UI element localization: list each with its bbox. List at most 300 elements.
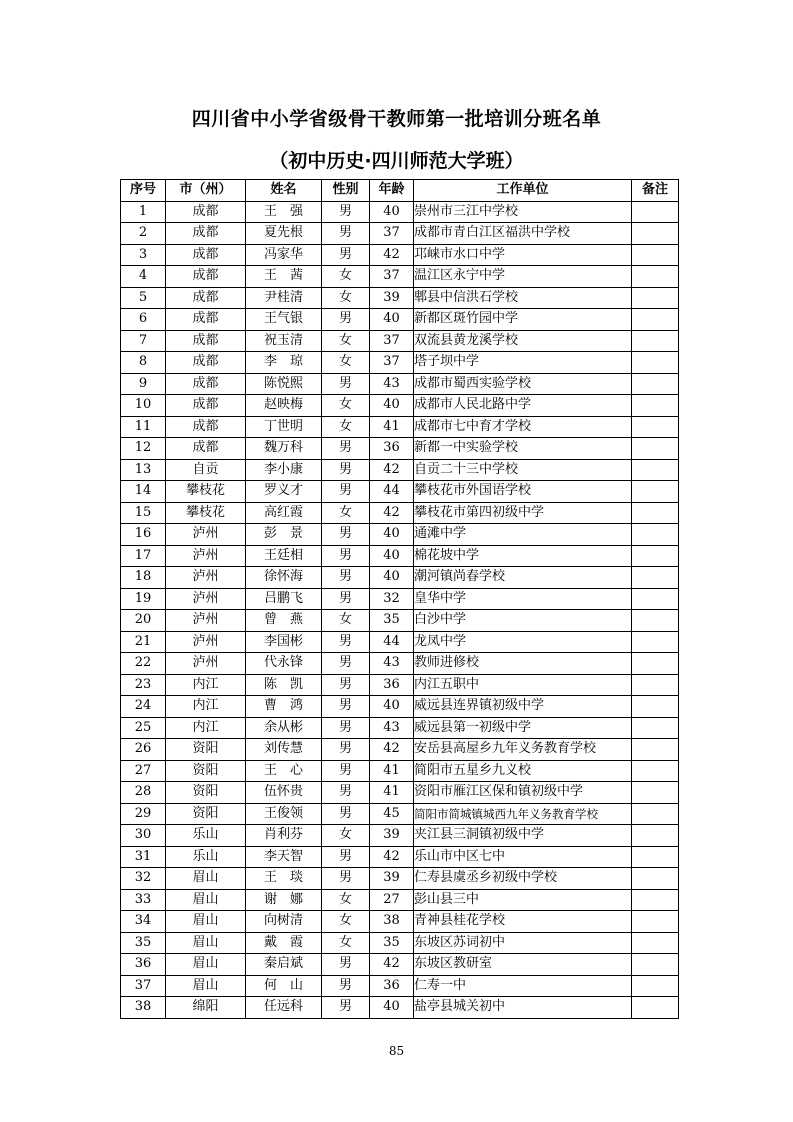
row-age: 27	[370, 889, 414, 911]
row-age: 42	[370, 459, 414, 481]
row-workplace: 新都一中实验学校	[414, 438, 632, 460]
row-index: 31	[121, 846, 166, 868]
row-name: 王 茜	[246, 266, 322, 288]
row-remarks	[632, 610, 679, 632]
row-age: 42	[370, 244, 414, 266]
row-age: 43	[370, 717, 414, 739]
row-gender: 男	[322, 588, 370, 610]
row-workplace: 塔子坝中学	[414, 352, 632, 374]
table-row	[121, 653, 679, 675]
row-city: 泸州	[166, 653, 246, 675]
table-row	[121, 287, 679, 309]
row-workplace: 成都市蜀西实验学校	[414, 373, 632, 395]
row-index: 32	[121, 868, 166, 890]
row-age: 36	[370, 975, 414, 997]
row-city: 内江	[166, 696, 246, 718]
row-name: 王气银	[246, 309, 322, 331]
row-age: 40	[370, 545, 414, 567]
row-workplace: 简阳市五星乡九义校	[414, 760, 632, 782]
table-row	[121, 373, 679, 395]
row-gender: 女	[322, 610, 370, 632]
row-remarks	[632, 545, 679, 567]
row-remarks	[632, 653, 679, 675]
row-name: 曾 燕	[246, 610, 322, 632]
row-index: 33	[121, 889, 166, 911]
table-row	[121, 760, 679, 782]
row-remarks	[632, 868, 679, 890]
row-age: 36	[370, 674, 414, 696]
row-gender: 男	[322, 438, 370, 460]
row-index: 3	[121, 244, 166, 266]
row-name: 罗义才	[246, 481, 322, 503]
row-city: 绵阳	[166, 997, 246, 1019]
row-remarks	[632, 696, 679, 718]
table-row	[121, 330, 679, 352]
row-index: 38	[121, 997, 166, 1019]
row-workplace: 自贡二十三中学校	[414, 459, 632, 481]
row-workplace: 攀枝花市第四初级中学	[414, 502, 632, 524]
row-remarks	[632, 287, 679, 309]
row-age: 41	[370, 782, 414, 804]
table-row	[121, 223, 679, 245]
table-row	[121, 416, 679, 438]
table-row	[121, 717, 679, 739]
row-city: 眉山	[166, 932, 246, 954]
row-city: 乐山	[166, 825, 246, 847]
row-age: 43	[370, 373, 414, 395]
row-gender: 男	[322, 803, 370, 825]
row-index: 36	[121, 954, 166, 976]
row-workplace: 仁寿一中	[414, 975, 632, 997]
row-gender: 男	[322, 545, 370, 567]
row-index: 4	[121, 266, 166, 288]
row-city: 眉山	[166, 911, 246, 933]
row-workplace: 东坡区苏词初中	[414, 932, 632, 954]
row-gender: 男	[322, 954, 370, 976]
row-name: 王 强	[246, 201, 322, 223]
row-city: 泸州	[166, 524, 246, 546]
row-remarks	[632, 481, 679, 503]
row-city: 成都	[166, 309, 246, 331]
row-remarks	[632, 889, 679, 911]
table-row	[121, 545, 679, 567]
row-city: 成都	[166, 416, 246, 438]
row-index: 27	[121, 760, 166, 782]
row-index: 14	[121, 481, 166, 503]
row-name: 任远科	[246, 997, 322, 1019]
table-row	[121, 481, 679, 503]
row-name: 何 山	[246, 975, 322, 997]
row-name: 王廷相	[246, 545, 322, 567]
row-workplace: 彭山县三中	[414, 889, 632, 911]
row-age: 35	[370, 610, 414, 632]
row-age: 40	[370, 997, 414, 1019]
row-workplace: 资阳市雁江区保和镇初级中学	[414, 782, 632, 804]
row-city: 内江	[166, 717, 246, 739]
row-gender: 男	[322, 201, 370, 223]
table-row	[121, 610, 679, 632]
row-age: 37	[370, 266, 414, 288]
row-name: 伍怀贵	[246, 782, 322, 804]
row-age: 40	[370, 567, 414, 589]
row-age: 40	[370, 201, 414, 223]
table-row	[121, 911, 679, 933]
row-remarks	[632, 846, 679, 868]
row-age: 44	[370, 631, 414, 653]
row-name: 曹 鸿	[246, 696, 322, 718]
row-index: 30	[121, 825, 166, 847]
row-index: 5	[121, 287, 166, 309]
table-row	[121, 524, 679, 546]
row-gender: 男	[322, 567, 370, 589]
row-workplace: 双流县黄龙溪学校	[414, 330, 632, 352]
table-row	[121, 696, 679, 718]
row-city: 泸州	[166, 588, 246, 610]
row-age: 36	[370, 438, 414, 460]
row-name: 徐怀海	[246, 567, 322, 589]
table-row	[121, 825, 679, 847]
table-row	[121, 567, 679, 589]
row-name: 魏万科	[246, 438, 322, 460]
row-remarks	[632, 502, 679, 524]
table-row	[121, 739, 679, 761]
row-name: 戴 霞	[246, 932, 322, 954]
row-gender: 女	[322, 352, 370, 374]
row-workplace: 夹江县三洞镇初级中学	[414, 825, 632, 847]
table-row	[121, 975, 679, 997]
table-row	[121, 631, 679, 653]
row-remarks	[632, 631, 679, 653]
row-workplace: 盐亭县城关初中	[414, 997, 632, 1019]
row-city: 眉山	[166, 975, 246, 997]
row-age: 42	[370, 502, 414, 524]
row-workplace: 郫县中信洪石学校	[414, 287, 632, 309]
row-workplace: 青神县桂花学校	[414, 911, 632, 933]
row-age: 42	[370, 954, 414, 976]
row-remarks	[632, 373, 679, 395]
row-workplace: 棉花坡中学	[414, 545, 632, 567]
row-remarks	[632, 416, 679, 438]
row-city: 成都	[166, 395, 246, 417]
header-age: 年龄	[370, 180, 414, 202]
table-row	[121, 266, 679, 288]
row-remarks	[632, 201, 679, 223]
row-city: 乐山	[166, 846, 246, 868]
row-age: 32	[370, 588, 414, 610]
row-remarks	[632, 911, 679, 933]
row-name: 尹桂清	[246, 287, 322, 309]
row-gender: 男	[322, 760, 370, 782]
table-row	[121, 954, 679, 976]
row-age: 37	[370, 352, 414, 374]
row-city: 泸州	[166, 545, 246, 567]
row-workplace: 温江区永宁中学	[414, 266, 632, 288]
row-workplace: 简阳市简城镇城西九年义务教育学校	[414, 803, 632, 825]
row-workplace: 威远县第一初级中学	[414, 717, 632, 739]
row-remarks	[632, 395, 679, 417]
row-age: 43	[370, 653, 414, 675]
row-name: 彭 景	[246, 524, 322, 546]
row-remarks	[632, 567, 679, 589]
row-city: 成都	[166, 352, 246, 374]
row-index: 35	[121, 932, 166, 954]
row-age: 39	[370, 868, 414, 890]
header-city: 市（州）	[166, 180, 246, 202]
row-city: 成都	[166, 266, 246, 288]
table-row	[121, 782, 679, 804]
row-city: 成都	[166, 330, 246, 352]
row-name: 夏先根	[246, 223, 322, 245]
row-remarks	[632, 760, 679, 782]
row-workplace: 成都市七中育才学校	[414, 416, 632, 438]
header-index: 序号	[121, 180, 166, 202]
row-gender: 男	[322, 674, 370, 696]
row-gender: 女	[322, 266, 370, 288]
row-index: 29	[121, 803, 166, 825]
row-city: 眉山	[166, 868, 246, 890]
row-city: 泸州	[166, 610, 246, 632]
row-age: 38	[370, 911, 414, 933]
table-row	[121, 438, 679, 460]
header-remarks: 备注	[632, 180, 679, 202]
table-row	[121, 997, 679, 1019]
row-workplace: 白沙中学	[414, 610, 632, 632]
row-gender: 男	[322, 309, 370, 331]
row-age: 40	[370, 395, 414, 417]
row-city: 成都	[166, 287, 246, 309]
row-age: 41	[370, 760, 414, 782]
row-age: 40	[370, 524, 414, 546]
table-header-row	[121, 180, 679, 202]
row-remarks	[632, 459, 679, 481]
row-index: 10	[121, 395, 166, 417]
row-remarks	[632, 438, 679, 460]
table-body	[121, 201, 679, 1018]
row-index: 13	[121, 459, 166, 481]
table-row	[121, 352, 679, 374]
row-age: 37	[370, 223, 414, 245]
row-remarks	[632, 932, 679, 954]
row-index: 21	[121, 631, 166, 653]
row-remarks	[632, 739, 679, 761]
row-index: 19	[121, 588, 166, 610]
row-index: 15	[121, 502, 166, 524]
row-index: 37	[121, 975, 166, 997]
row-workplace: 新都区斑竹园中学	[414, 309, 632, 331]
page-subtitle: （初中历史·四川师范大学班）	[269, 150, 524, 172]
row-workplace: 崇州市三江中学校	[414, 201, 632, 223]
row-city: 成都	[166, 201, 246, 223]
row-remarks	[632, 223, 679, 245]
row-workplace: 仁寿县虞丞乡初级中学校	[414, 868, 632, 890]
row-age: 41	[370, 416, 414, 438]
row-index: 23	[121, 674, 166, 696]
row-workplace: 安岳县高屋乡九年义务教育学校	[414, 739, 632, 761]
table-row	[121, 846, 679, 868]
row-workplace: 东坡区教研室	[414, 954, 632, 976]
row-index: 22	[121, 653, 166, 675]
row-index: 6	[121, 309, 166, 331]
row-remarks	[632, 997, 679, 1019]
row-workplace: 攀枝花市外国语学校	[414, 481, 632, 503]
row-age: 37	[370, 330, 414, 352]
table-row	[121, 868, 679, 890]
row-name: 陈 凯	[246, 674, 322, 696]
row-index: 1	[121, 201, 166, 223]
row-city: 眉山	[166, 954, 246, 976]
row-name: 祝玉清	[246, 330, 322, 352]
row-gender: 男	[322, 868, 370, 890]
row-gender: 女	[322, 395, 370, 417]
table-row	[121, 674, 679, 696]
row-index: 9	[121, 373, 166, 395]
header-name: 姓名	[246, 180, 322, 202]
row-workplace: 皇华中学	[414, 588, 632, 610]
row-gender: 男	[322, 631, 370, 653]
row-name: 高红霞	[246, 502, 322, 524]
row-age: 40	[370, 309, 414, 331]
row-name: 秦启斌	[246, 954, 322, 976]
row-city: 攀枝花	[166, 502, 246, 524]
row-workplace: 威远县连界镇初级中学	[414, 696, 632, 718]
row-city: 自贡	[166, 459, 246, 481]
row-index: 2	[121, 223, 166, 245]
row-gender: 男	[322, 717, 370, 739]
row-city: 成都	[166, 373, 246, 395]
row-remarks	[632, 954, 679, 976]
row-city: 眉山	[166, 889, 246, 911]
table-row	[121, 309, 679, 331]
row-remarks	[632, 352, 679, 374]
row-name: 李小康	[246, 459, 322, 481]
row-index: 8	[121, 352, 166, 374]
row-name: 赵映梅	[246, 395, 322, 417]
row-city: 成都	[166, 438, 246, 460]
row-remarks	[632, 674, 679, 696]
row-name: 冯家华	[246, 244, 322, 266]
row-workplace: 邛崃市水口中学	[414, 244, 632, 266]
row-city: 成都	[166, 223, 246, 245]
roster-table	[120, 179, 679, 1019]
row-name: 刘传慧	[246, 739, 322, 761]
row-gender: 男	[322, 373, 370, 395]
row-gender: 男	[322, 975, 370, 997]
row-city: 内江	[166, 674, 246, 696]
row-index: 12	[121, 438, 166, 460]
row-age: 42	[370, 739, 414, 761]
table-row	[121, 395, 679, 417]
row-workplace: 乐山市中区七中	[414, 846, 632, 868]
row-remarks	[632, 803, 679, 825]
row-city: 资阳	[166, 739, 246, 761]
row-city: 资阳	[166, 803, 246, 825]
row-remarks	[632, 330, 679, 352]
page-title: 四川省中小学省级骨干教师第一批培训分班名单	[191, 108, 602, 130]
row-city: 资阳	[166, 760, 246, 782]
row-name: 向树清	[246, 911, 322, 933]
row-workplace: 内江五职中	[414, 674, 632, 696]
row-index: 11	[121, 416, 166, 438]
row-city: 泸州	[166, 631, 246, 653]
row-name: 谢 娜	[246, 889, 322, 911]
table-row	[121, 502, 679, 524]
row-gender: 女	[322, 287, 370, 309]
table-row	[121, 803, 679, 825]
row-remarks	[632, 588, 679, 610]
row-workplace: 成都市人民北路中学	[414, 395, 632, 417]
row-workplace: 教师进修校	[414, 653, 632, 675]
row-workplace: 成都市青白江区福洪中学校	[414, 223, 632, 245]
header-workplace: 工作单位	[414, 180, 632, 202]
row-remarks	[632, 524, 679, 546]
row-index: 28	[121, 782, 166, 804]
table-row	[121, 459, 679, 481]
row-name: 王俊领	[246, 803, 322, 825]
row-age: 39	[370, 287, 414, 309]
row-gender: 男	[322, 782, 370, 804]
row-index: 20	[121, 610, 166, 632]
row-gender: 男	[322, 244, 370, 266]
row-age: 39	[370, 825, 414, 847]
row-gender: 女	[322, 825, 370, 847]
row-index: 16	[121, 524, 166, 546]
row-index: 26	[121, 739, 166, 761]
row-city: 资阳	[166, 782, 246, 804]
row-gender: 男	[322, 846, 370, 868]
row-gender: 男	[322, 524, 370, 546]
row-name: 丁世明	[246, 416, 322, 438]
row-remarks	[632, 782, 679, 804]
row-gender: 女	[322, 932, 370, 954]
row-gender: 男	[322, 653, 370, 675]
table-row	[121, 889, 679, 911]
row-gender: 男	[322, 459, 370, 481]
page-number: 85	[388, 1044, 405, 1058]
row-gender: 女	[322, 911, 370, 933]
row-gender: 女	[322, 889, 370, 911]
row-name: 李 琼	[246, 352, 322, 374]
row-age: 35	[370, 932, 414, 954]
row-name: 吕鹏飞	[246, 588, 322, 610]
row-index: 24	[121, 696, 166, 718]
row-name: 代永锋	[246, 653, 322, 675]
header-gender: 性别	[322, 180, 370, 202]
row-age: 42	[370, 846, 414, 868]
row-index: 18	[121, 567, 166, 589]
row-gender: 女	[322, 416, 370, 438]
row-remarks	[632, 309, 679, 331]
row-gender: 男	[322, 997, 370, 1019]
row-index: 7	[121, 330, 166, 352]
table-row	[121, 201, 679, 223]
row-remarks	[632, 244, 679, 266]
row-name: 王 琰	[246, 868, 322, 890]
row-workplace: 通滩中学	[414, 524, 632, 546]
table-row	[121, 244, 679, 266]
table-row	[121, 588, 679, 610]
row-name: 李天智	[246, 846, 322, 868]
row-age: 44	[370, 481, 414, 503]
row-name: 陈悦熙	[246, 373, 322, 395]
row-index: 34	[121, 911, 166, 933]
row-remarks	[632, 717, 679, 739]
row-remarks	[632, 266, 679, 288]
row-name: 李国彬	[246, 631, 322, 653]
row-city: 攀枝花	[166, 481, 246, 503]
row-gender: 男	[322, 481, 370, 503]
row-gender: 女	[322, 502, 370, 524]
row-name: 王 心	[246, 760, 322, 782]
